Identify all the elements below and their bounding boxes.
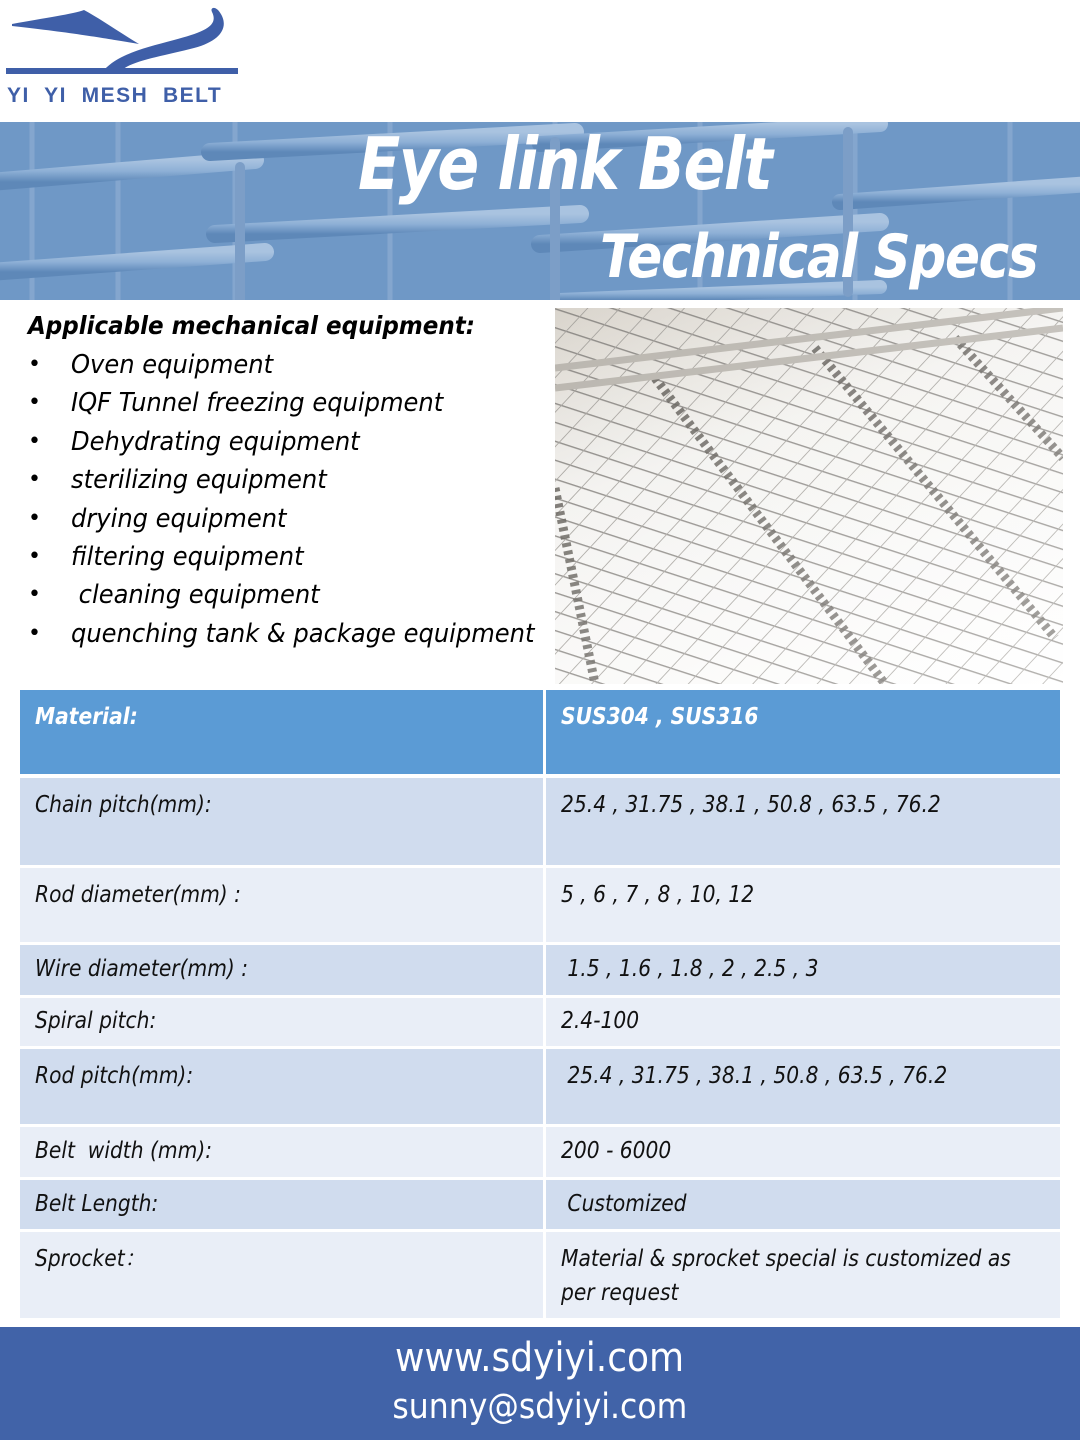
table-row [20, 1049, 1060, 1124]
mesh-belt-image [555, 308, 1063, 684]
contact-footer [0, 1327, 1080, 1440]
list-item [28, 615, 568, 653]
equipment-label: filtering equipment [71, 541, 304, 572]
spec-label: Chain pitch(mm): [20, 778, 543, 865]
bullet-icon: • [28, 467, 41, 493]
list-item [28, 500, 568, 538]
spec-label: Rod pitch(mm): [20, 1049, 543, 1124]
list-item [28, 423, 568, 461]
table-row [20, 868, 1060, 942]
table-row [20, 945, 1060, 995]
spec-value: 1.5 , 1.6 , 1.8 , 2 , 2.5 , 3 [546, 945, 1060, 995]
equipment-label: Oven equipment [71, 350, 274, 380]
equipment-label: cleaning equipment [71, 580, 320, 611]
equipment-label: drying equipment [71, 503, 287, 534]
website-link[interactable]: www.sdyiyi.com [395, 1335, 685, 1381]
equipment-label: IQF Tunnel freezing equipment [71, 388, 444, 419]
equipment-heading: Applicable mechanical equipment: [28, 311, 475, 340]
list-item [28, 461, 568, 499]
table-row [20, 1127, 1060, 1177]
spec-label: Rod diameter(mm) : [20, 868, 543, 942]
table-row [20, 1232, 1060, 1318]
company-logo [4, 4, 240, 108]
spec-value: 25.4 , 31.75 , 38.1 , 50.8 , 63.5 , 76.2 [546, 1049, 1060, 1124]
bullet-icon: • [28, 620, 41, 646]
list-item [28, 346, 568, 384]
equipment-list [28, 346, 568, 653]
swoosh-logo-icon [4, 4, 240, 84]
title-banner [0, 122, 1080, 300]
spec-value: SUS304 , SUS316 [546, 690, 1060, 774]
spec-value: 2.4-100 [546, 998, 1060, 1046]
bullet-icon: • [28, 352, 41, 377]
page-subtitle: Technical Specs [600, 222, 1038, 292]
table-row [20, 1180, 1060, 1229]
spec-value: 200 - 6000 [546, 1127, 1060, 1177]
spec-label: Sprocket： [20, 1232, 543, 1318]
spec-label: Wire diameter(mm) : [20, 945, 543, 995]
equipment-label: quenching tank & package equipment [71, 618, 535, 649]
spec-label: Material: [20, 690, 543, 774]
list-item [28, 384, 568, 422]
spec-value: 5 , 6 , 7 , 8 , 10, 12 [546, 868, 1060, 942]
equipment-label: sterilizing equipment [71, 465, 327, 496]
spec-label: Spiral pitch: [20, 998, 543, 1046]
equipment-section [28, 308, 568, 653]
spec-label: Belt width (mm): [20, 1127, 543, 1177]
spec-value: Customized [546, 1180, 1060, 1229]
table-row [20, 998, 1060, 1046]
table-row [20, 778, 1060, 865]
spec-label: Belt Length: [20, 1180, 543, 1229]
bullet-icon: • [28, 390, 41, 416]
mesh-belt-photo [555, 308, 1063, 684]
email-link[interactable]: sunny@sdyiyi.com [392, 1387, 688, 1427]
bullet-icon: • [28, 505, 41, 531]
equipment-label: Dehydrating equipment [71, 426, 360, 457]
list-item [28, 538, 568, 576]
bullet-icon: • [28, 428, 41, 454]
spec-value: 25.4 , 31.75 , 38.1 , 50.8 , 63.5 , 76.2 [546, 778, 1060, 865]
company-name: YI YI MESH BELT [7, 84, 223, 107]
page-title: Eye link Belt [358, 122, 772, 206]
spec-value: Material & sprocket special is customized as per request [546, 1232, 1060, 1318]
bullet-icon: • [28, 543, 41, 569]
table-row-material [20, 690, 1060, 774]
bullet-icon: • [28, 582, 41, 608]
list-item [28, 576, 568, 614]
